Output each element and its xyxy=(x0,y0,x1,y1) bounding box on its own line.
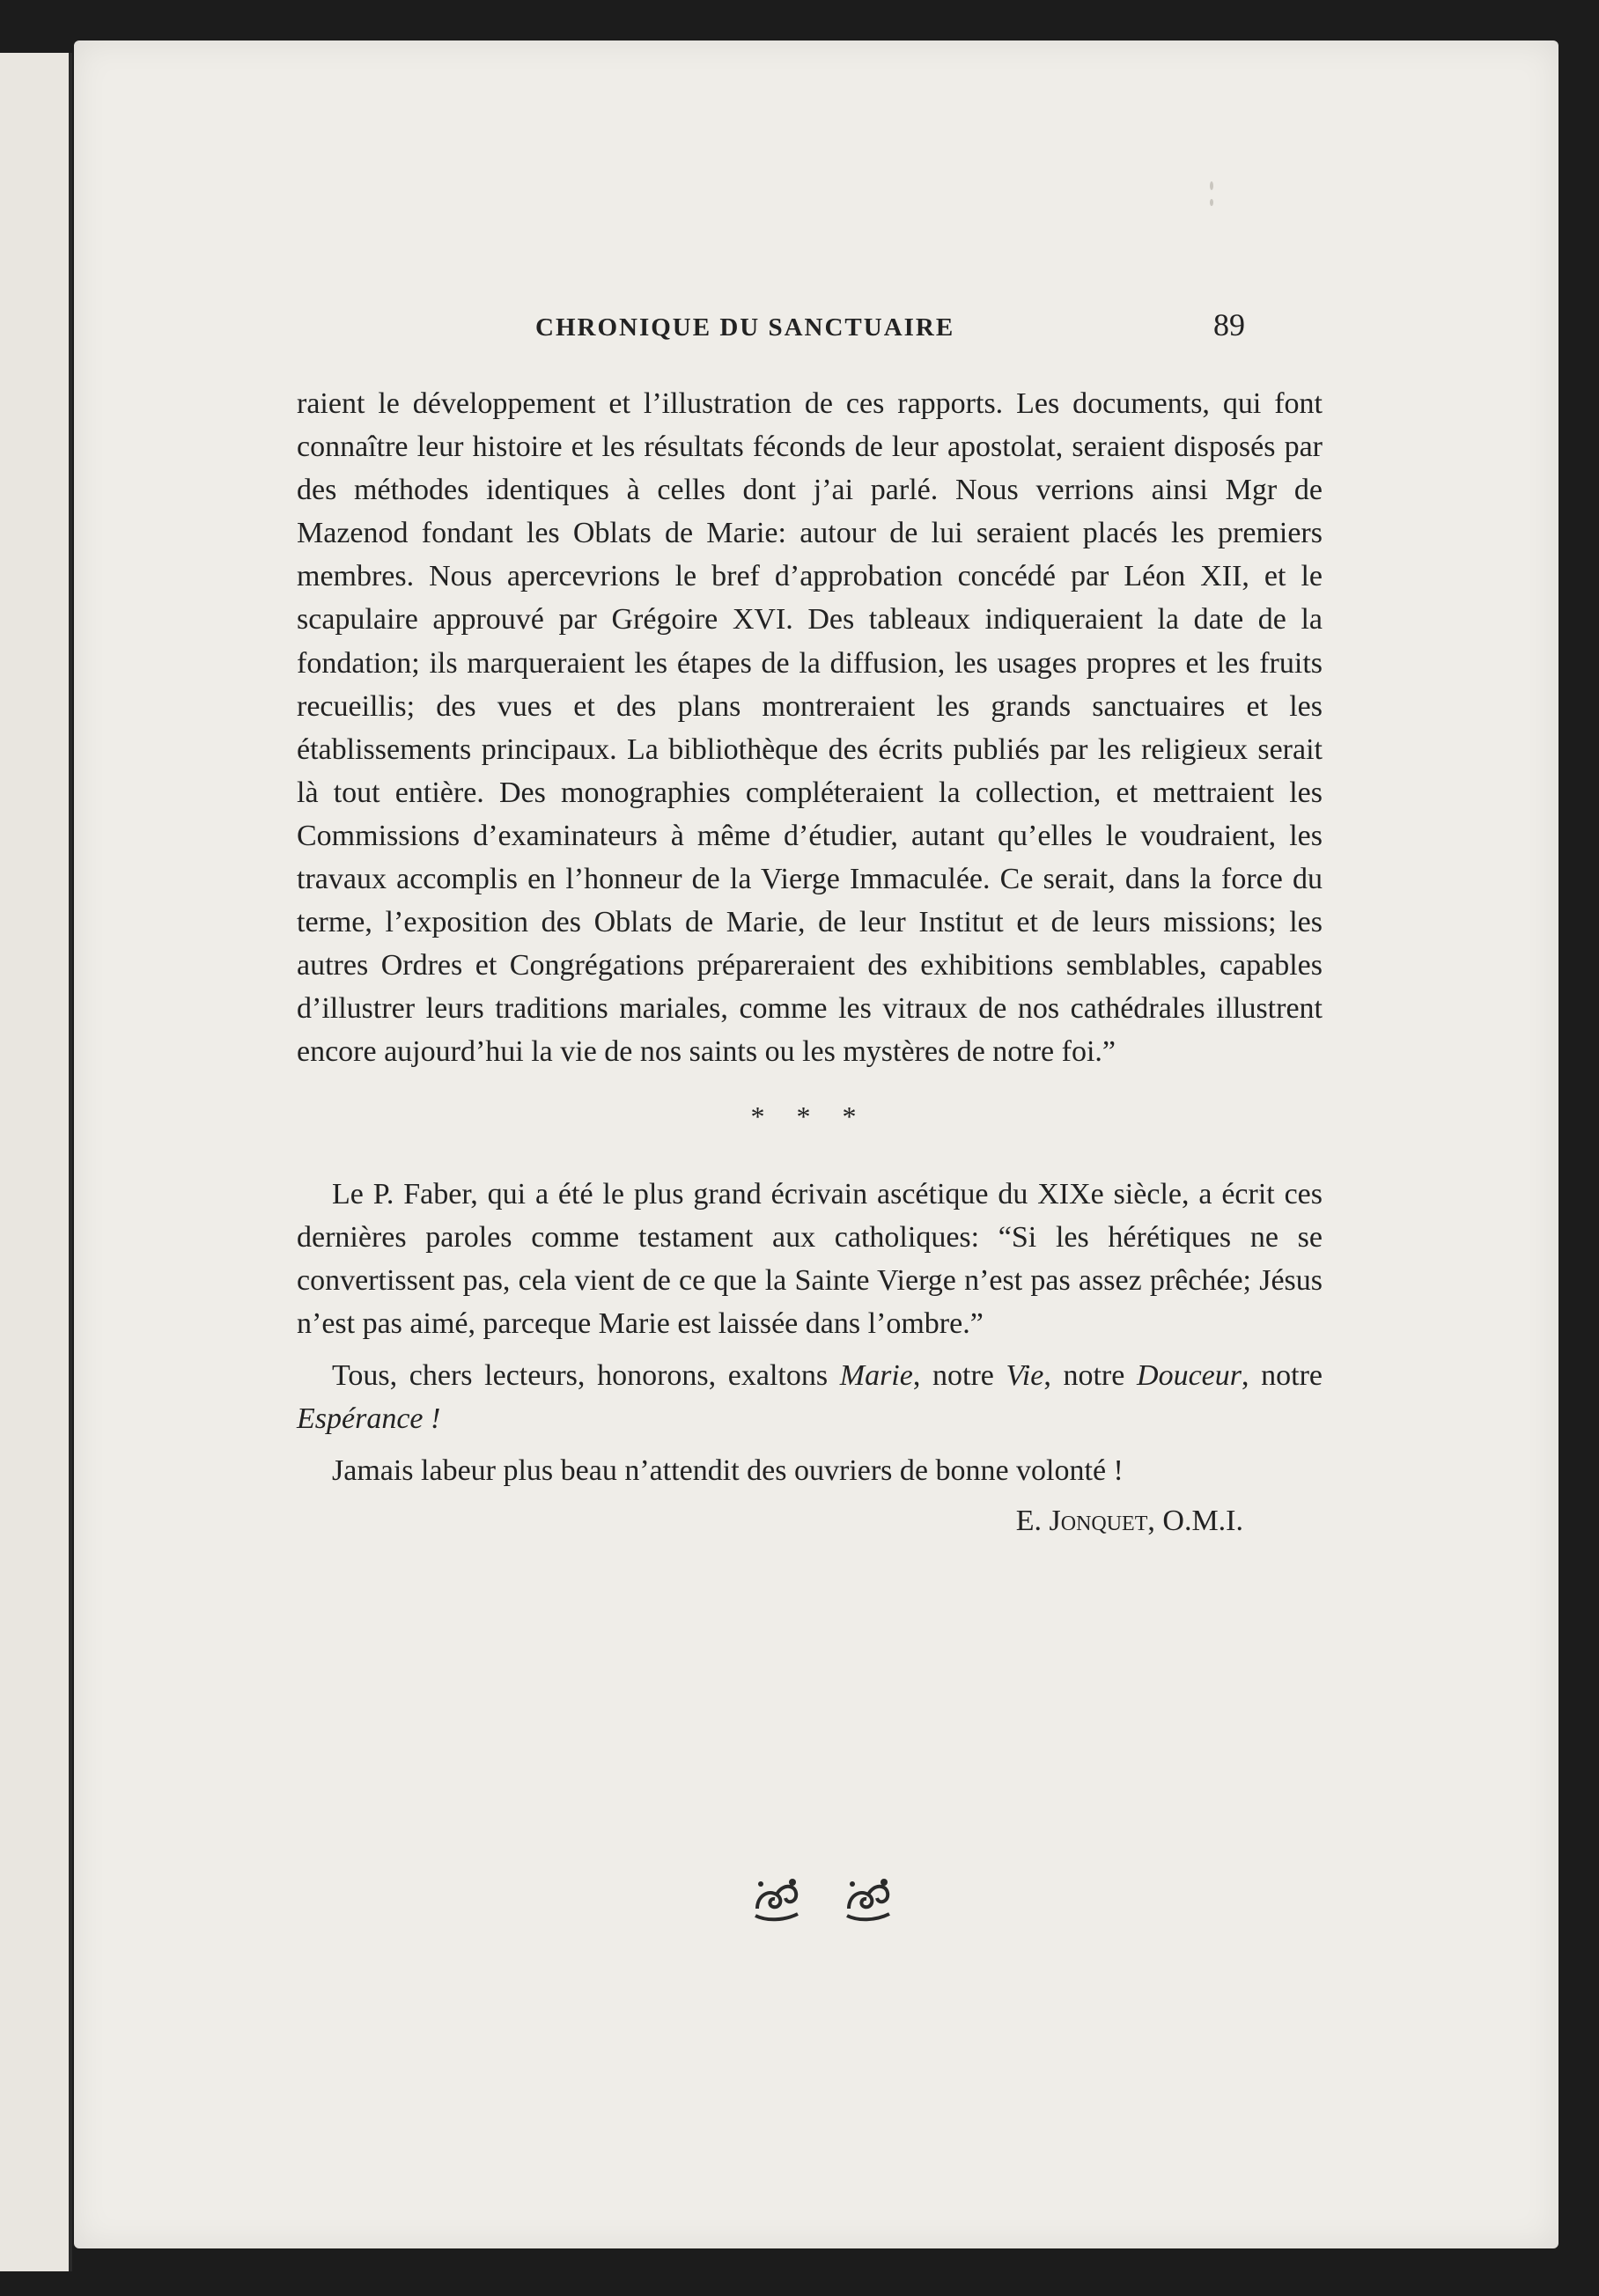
exhortation-text-3: , notre xyxy=(1043,1358,1138,1392)
paper-speck xyxy=(1210,181,1213,190)
paper-speck xyxy=(1210,199,1213,206)
exhortation-text-2: , notre xyxy=(912,1358,1006,1392)
emphasis-marie: Marie xyxy=(839,1358,913,1392)
paragraph-exhortation xyxy=(297,1354,1323,1440)
running-head xyxy=(74,271,1558,342)
signature-suffix: , O.M.I. xyxy=(1147,1505,1243,1538)
exhortation-text-4: , notre xyxy=(1241,1358,1323,1392)
paragraph-closing: Jamais labeur plus beau n’attendit des ouvriers de bonne volonté ! xyxy=(332,1454,1124,1488)
section-separator: * * * xyxy=(750,1100,869,1132)
ornament-group xyxy=(690,1872,954,1942)
exhortation-text-1: Tous, chers lecteurs, honorons, exaltons xyxy=(332,1358,840,1392)
paragraph-faber-quote: Le P. Faber, qui a été le plus grand écrivain ascétique du XIXe siècle, a écrit ces dernières paroles comme testament aux catholiques: “Si les hérétiques ne se convertissent pas, cela vient de ce que la Sainte Vierge n’est pas assez prêchée; Jésus n’est pas aimé, parceque Marie est laissée dans l’ombre.” xyxy=(297,1177,1323,1340)
facing-page-edge xyxy=(0,53,72,2271)
running-title: CHRONIQUE DU SANCTUAIRE xyxy=(535,313,955,342)
page-number: 89 xyxy=(1213,307,1245,342)
author-signature xyxy=(297,1499,1323,1542)
emphasis-esperance: Espérance ! xyxy=(297,1402,441,1435)
paragraph-continuation: raient le développement et l’illustration de ces rapports. Les documents, qui font connaître leur histoire et les résultats féconds de leur apostolat, seraient disposés par des méthodes identiques à celles dont j’ai parlé. Nous verrions ainsi Mgr de Mazenod fondant les Oblats de Marie: autour de lui seraient placés les premiers membres. Nous apercevrions le bref d’approbation concédé par Léon XII, et le scapulaire approuvé par Grégoire XVI. Des tableaux indiqueraient la date de la fondation; ils marqueraient les étapes de la diffusion, les usages propres et les fruits recueillis; des vues et des plans montreraient les grands sanctuaires et les établissements principaux. La bibliothèque des écrits publiés par les religieux serait là tout entière. Des monographies compléteraient la collection, et mettraient les Commissions d’examinateurs à même d’étudier, autant qu’elles le voudraient, les travaux accomplis en l’honneur de la Vierge Immaculée. Ce serait, dans la force du terme, l’exposition des Oblats de Marie, de leur Institut et de leurs missions; les autres Ordres et Congrégations prépareraient des exhibitions semblables, capables d’illustrer leurs traditions mariales, comme les vitraux de nos cathédrales illustrent encore aujourd’hui la vie de nos saints ou les mystères de notre foi.” xyxy=(297,387,1323,1069)
signature-initial: E. xyxy=(1015,1505,1050,1538)
emphasis-vie: Vie xyxy=(1006,1358,1044,1392)
emphasis-douceur: Douceur xyxy=(1137,1358,1242,1392)
floral-ornament-icon xyxy=(748,1872,805,1928)
book-page xyxy=(74,40,1558,2248)
body-text xyxy=(297,382,1323,1542)
floral-ornament-icon xyxy=(840,1872,896,1928)
signature-name: Jonquet xyxy=(1049,1505,1148,1538)
